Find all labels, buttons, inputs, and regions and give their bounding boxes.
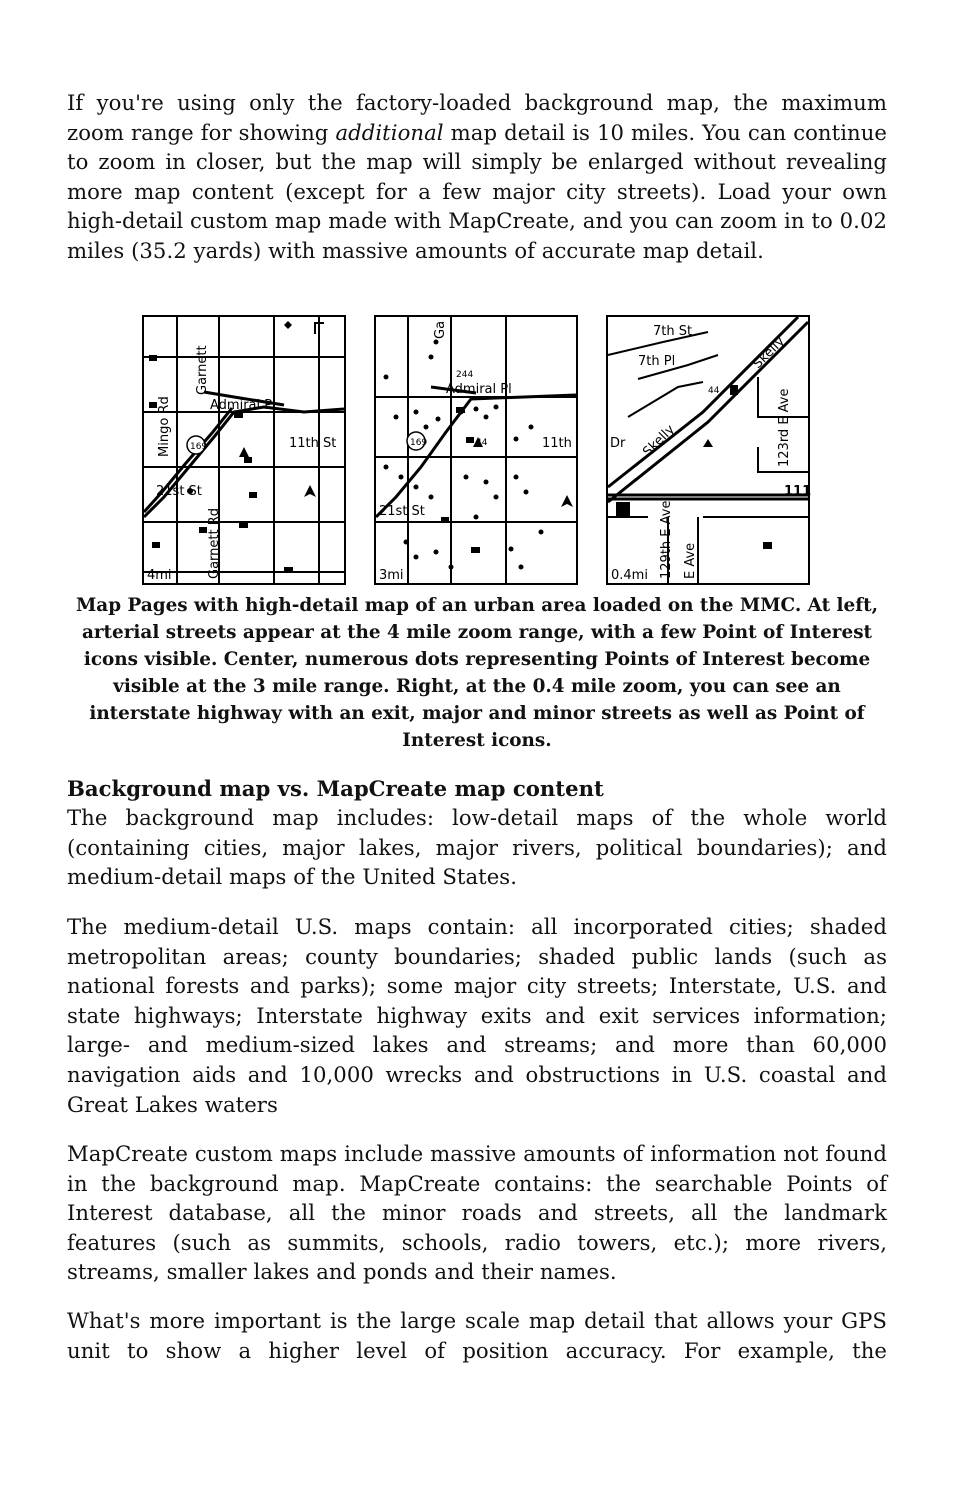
paragraph-text: The medium-detail U.S. maps contain: all incorporated cities; shaded metropolitan areas; county boundaries; shaded public lands (such as national forests and parks); some major city streets; Interstate, U.S. and state highways; Interstate highway exits and exit services information; large- and medium-sized lakes and streams; and more than 60,000 navigation aids and 10,000 wrecks and obstructions in U.S. coastal and Great Lakes waters: [67, 914, 887, 1117]
map-left-label-admiral: Admiral Pl: [210, 398, 276, 413]
section-heading: Background map vs. MapCreate map content: [67, 776, 604, 801]
map-right-scale: 0.4mi: [611, 568, 648, 583]
map-left-label-21st: 21st St: [156, 484, 202, 499]
intro-paragraph: [67, 88, 887, 266]
map-left-4mi: [142, 315, 346, 585]
intro-text-1: If you're using only the factory-loaded background map, the maximum zoom range for showing: [67, 90, 887, 145]
paragraph-medium-detail: [67, 912, 887, 1119]
paragraph-text: The background map includes: low-detail maps of the whole world (containing cities, major lakes, major rivers, political boundaries); and medium-detail maps of the United States.: [67, 805, 887, 890]
intro-block: [67, 88, 887, 266]
figure-caption: Map Pages with high-detail map of an urban area loaded on the MMC. At left, arterial streets appear at the 4 mile zoom range, with a few Point of Interest icons visible. Center, numerous dots representing Points of Interest become visible at the 3 mile range. Right, at the 0.4 mile zoom, you can see an interstate highway with an exit, major and minor streets as well as Point of Interest icons.: [75, 595, 879, 751]
map-left-label-mingo: Mingo Rd: [157, 396, 172, 457]
map-right-label-129th: 129th E Ave: [659, 500, 674, 579]
map-left-scale: 4mi: [147, 568, 172, 583]
map-left-shield-169: 169: [190, 442, 208, 452]
map-figure: [142, 315, 812, 585]
map-right-04mi: [606, 315, 810, 585]
map-center-label-admiral: Admiral Pl: [446, 382, 512, 397]
map-left-label-11th: 11th St: [289, 436, 337, 451]
map-right-label-111: 111: [784, 484, 812, 499]
paragraph-text: MapCreate custom maps include massive amounts of information not found in the background map. MapCreate contains: the searchable Points of Interest database, all the minor roads and streets, all the landmark features (such as summits, schools, radio towers, etc.); more rivers, streams, smaller lakes and ponds and their names.: [67, 1141, 887, 1285]
intro-text-2: map detail is 10 miles. You can continue to zoom in closer, but the map will simply be enlarged without revealing more map content (except for a few major city streets). Load your own high-detail custom map made with MapCreate, and you can zoom in to 0.02 miles (35.2 yards) with massive amounts of accurate map detail.: [67, 119, 888, 263]
map-center-label-21st: 21st St: [379, 504, 425, 519]
map-center-shield-44: 44: [476, 438, 488, 448]
map-center-scale: 3mi: [379, 568, 404, 583]
map-center-label-11th: 11th: [542, 436, 572, 451]
map-center-3mi: [374, 315, 578, 585]
paragraph-text: What's more important is the large scale map detail that allows your GPS unit to show a higher level of position accuracy. For example, the: [67, 1308, 887, 1363]
map-right-label-e-ave: E Ave: [683, 542, 698, 579]
map-left-label-garnett: Garnett: [195, 345, 210, 395]
paragraph-background-map: [67, 803, 887, 892]
map-right-label-7th-st: 7th St: [653, 324, 693, 339]
map-right-label-123rd: 123rd E Ave: [777, 388, 792, 467]
map-center-label-ga: Ga: [433, 320, 448, 339]
intro-emphasis: additional: [335, 119, 444, 145]
map-right-label-7th-pl: 7th Pl: [638, 354, 676, 369]
map-center-shield-169: 169: [410, 438, 428, 448]
map-right-label-skelly-1: Skelly: [750, 334, 788, 372]
map-left-label-garnett-rd: Garnett Rd: [207, 507, 222, 579]
map-right-label-skelly-2: Skelly: [640, 422, 678, 460]
map-right-label-dr: Dr: [610, 436, 626, 451]
map-center-shield-244: 244: [456, 370, 474, 380]
paragraph-mapcreate: [67, 1139, 887, 1287]
map-right-shield-44: 44: [708, 386, 720, 396]
paragraph-accuracy: [67, 1306, 887, 1365]
